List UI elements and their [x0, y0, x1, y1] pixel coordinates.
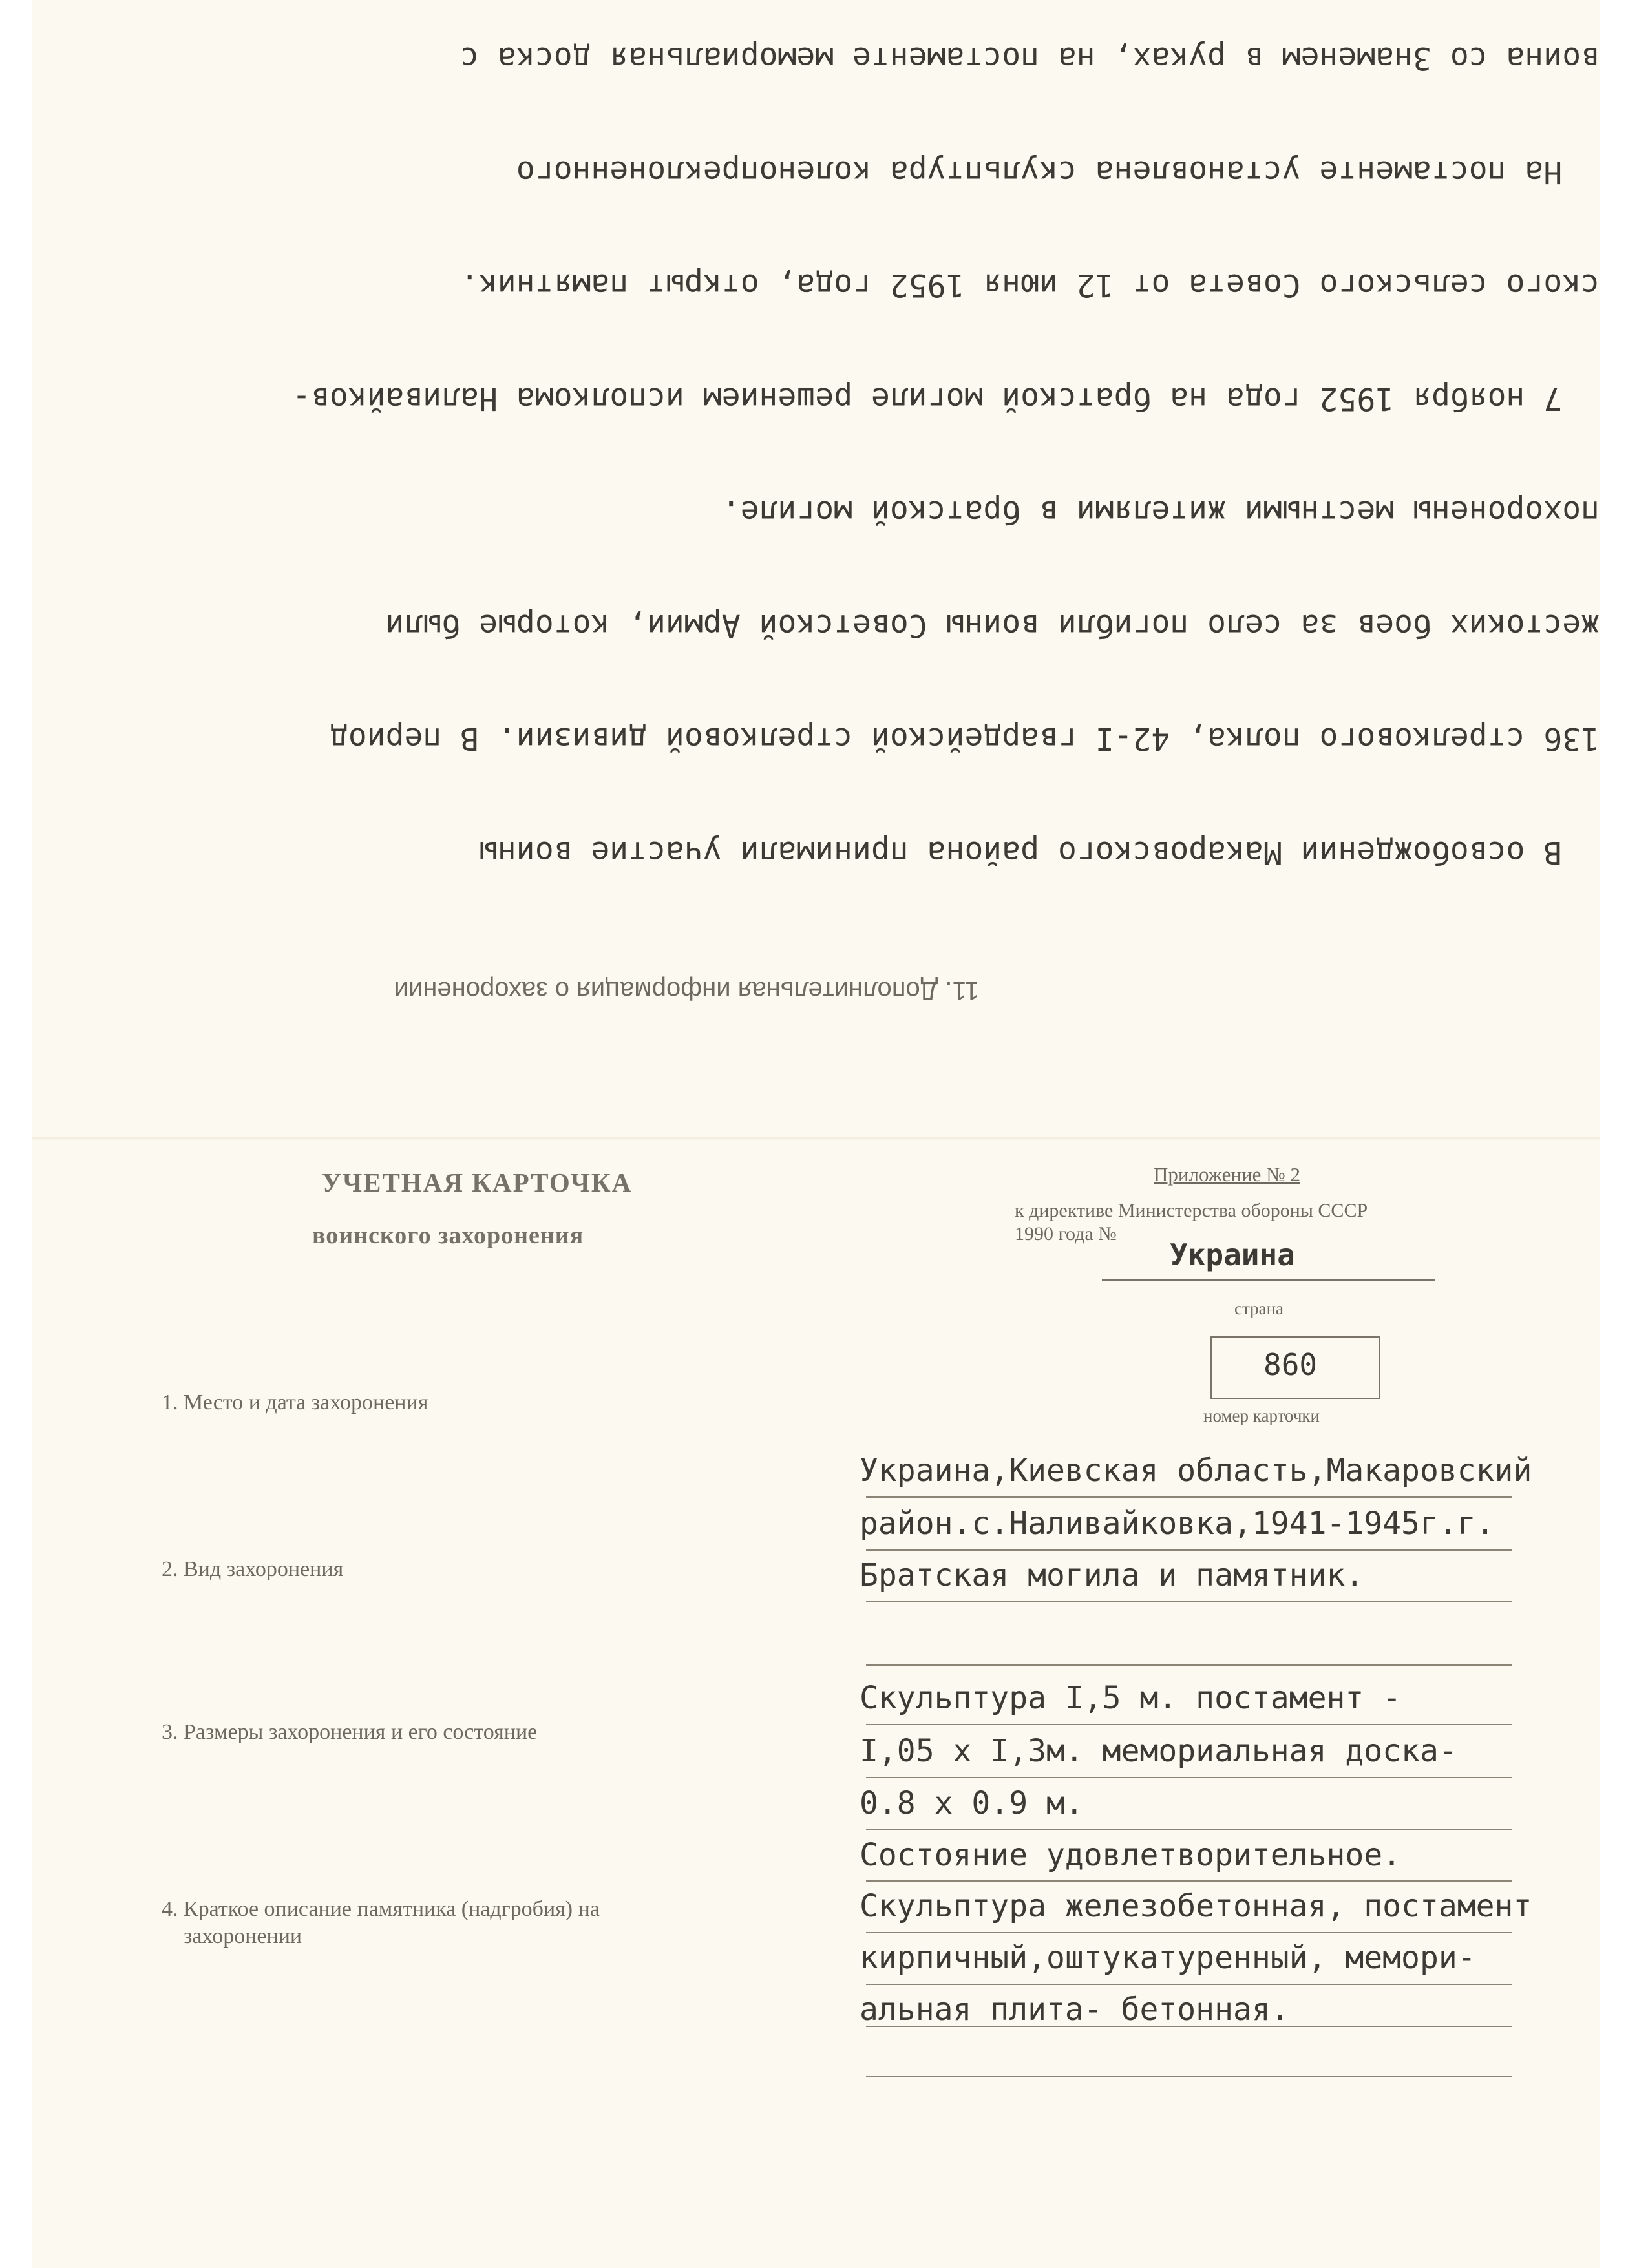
typed-line: Украина,Киевская область,Макаровский	[860, 1453, 1532, 1489]
country-underline	[1102, 1279, 1435, 1281]
writing-line	[866, 1777, 1512, 1778]
typed-line: Состояние удовлетворительное.	[860, 1837, 1402, 1873]
reverse-side-upside-down	[32, 0, 1600, 1134]
text-line: На постаменте установлена скульптура коленопреклоненного	[516, 154, 1600, 190]
typed-line: I,05 x I,3м. мемориальная доска-	[860, 1733, 1457, 1769]
appendix-label: Приложение № 2	[1154, 1163, 1300, 1186]
typed-line: 0.8 x 0.9 м.	[860, 1785, 1084, 1822]
text-line: воина со Знаменем в руках, на постаменте мемориальная доска с	[460, 40, 1600, 77]
writing-line	[866, 2076, 1512, 2077]
typed-line: альная плита- бетонная.	[860, 1991, 1289, 2028]
field-label-dimensions: 3. Размеры захоронения и его состояние	[162, 1720, 538, 1744]
writing-line	[866, 1664, 1512, 1666]
writing-line	[866, 1496, 1512, 1498]
typed-line: Скульптура железобетонная, постамент	[860, 1888, 1532, 1924]
text-line: ского сельского Совета от 12 июня 1952 года, открыт памятник.	[460, 267, 1600, 304]
writing-line	[866, 1984, 1512, 1985]
writing-line	[866, 1549, 1512, 1551]
country-caption: страна	[1234, 1299, 1284, 1318]
typed-line: кирпичный,оштукатуренный, мемори-	[860, 1940, 1476, 1976]
writing-line	[866, 1880, 1512, 1882]
field-label-burial-place: 1. Место и дата захоронения	[162, 1391, 428, 1414]
writing-line	[866, 1932, 1512, 1933]
writing-line	[866, 1724, 1512, 1725]
text-line: 136 стрелкового полка, 42-I гвардейской стрелковой дивизии. В период	[329, 720, 1600, 757]
additional-info-text	[273, 0, 1600, 947]
writing-line	[866, 1601, 1512, 1602]
text-line: похоронены местными жителями в братской могиле.	[721, 494, 1600, 530]
form-subtitle: воинского захоронения	[312, 1222, 584, 1249]
section-11-label: 11. Дополнительная информация о захоронении	[394, 976, 979, 1005]
fold-line	[32, 1137, 1600, 1141]
text-line: жестоких боев за село погибли воины Советской Армии, которые были	[385, 607, 1600, 644]
typed-line: Братская могила и памятник.	[860, 1557, 1364, 1593]
text-line: В освобождении Макаровского района принимали участие воины	[479, 834, 1600, 870]
text-line: 7 ноября 1952 года на братской могиле решением исполкома Наливайков-	[292, 381, 1600, 417]
typed-line: Скульптура I,5 м. постамент -	[860, 1680, 1402, 1716]
writing-line	[866, 2026, 1512, 2027]
country-value: Украина	[1170, 1237, 1295, 1272]
directive-line: к директиве Министерства обороны СССР	[1015, 1200, 1368, 1221]
typed-line: район.с.Наливайковка,1941-1945г.г.	[860, 1506, 1495, 1542]
writing-line	[866, 1829, 1512, 1830]
form-title: УЧЕТНАЯ КАРТОЧКА	[322, 1168, 633, 1197]
field-label-monument-description: 4. Краткое описание памятника (надгробия) на захоронении	[162, 1897, 600, 1948]
directive-line: 1990 года №	[1015, 1223, 1117, 1244]
card-number: 860	[1263, 1347, 1318, 1382]
field-label-burial-type: 2. Вид захоронения	[162, 1557, 344, 1581]
card-number-caption: номер карточки	[1203, 1406, 1320, 1425]
